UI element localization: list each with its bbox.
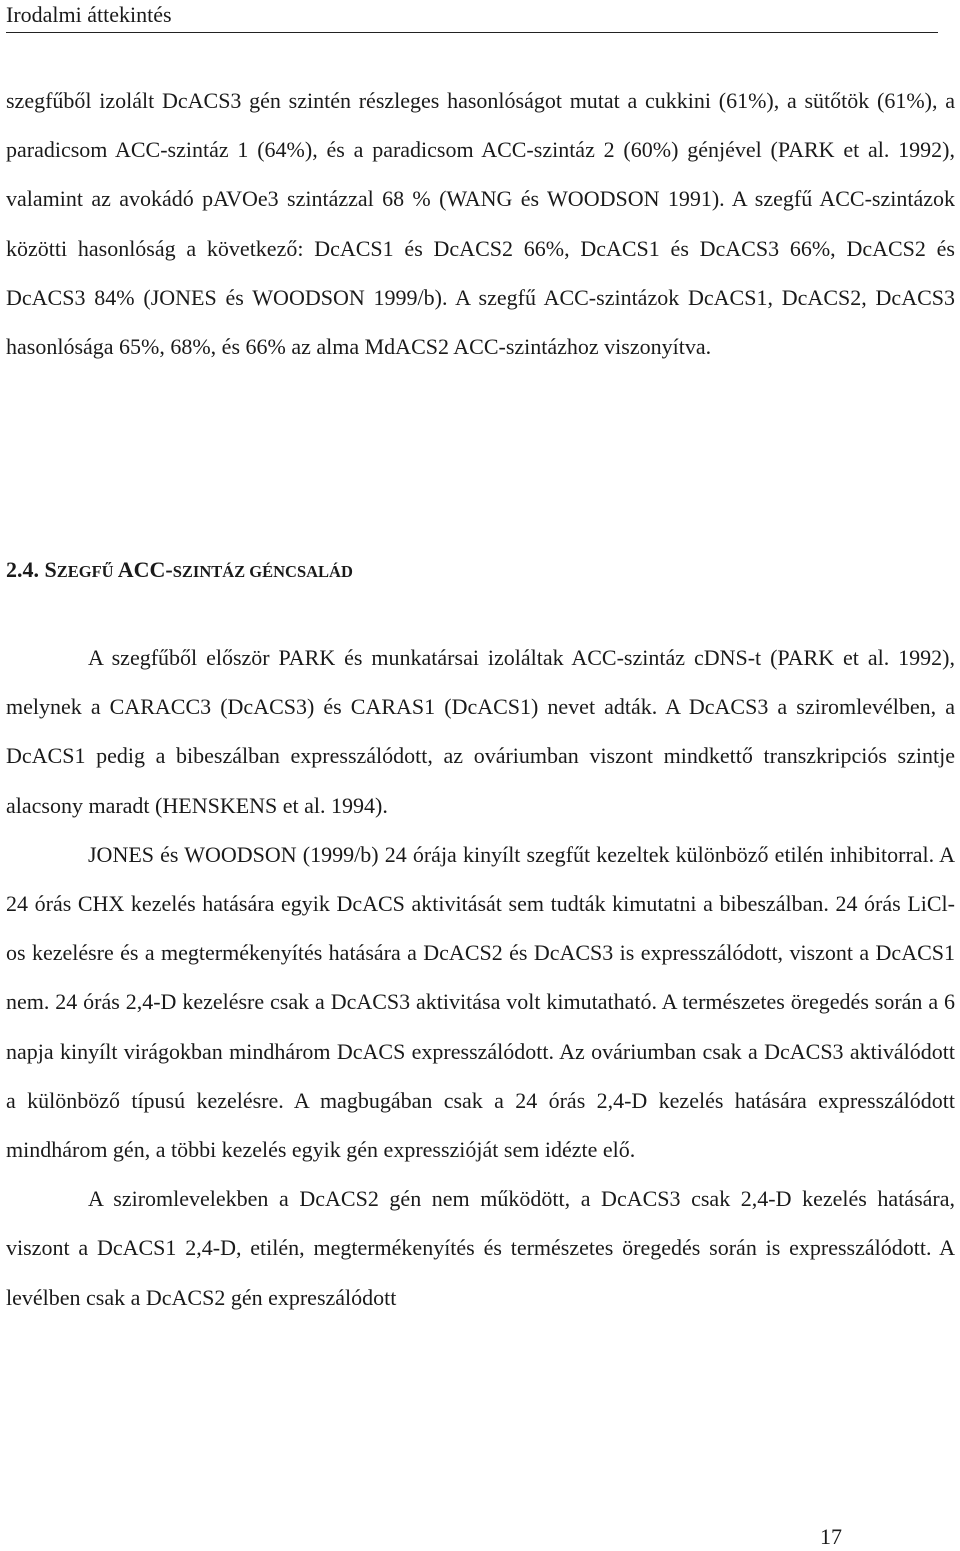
paragraph: A sziromlevelekben a DcACS2 gén nem működött, a DcACS3 csak 2,4-D kezelés hatására, viszont a DcACS1 2,4-D, etilén, megtermékenyítés és természetes öregedés során is expresszálódott. A levélben csak a DcACS2 gén expreszálódott [6,1186,955,1310]
paragraph: A szegfűből először PARK és munkatársai izoláltak ACC-szintáz cDNS-t (PARK et al. 1992), melynek a CARACC3 (DcACS3) és CARAS1 (DcACS1) nevet adták. A DcACS3 a sziromlevélben, a DcACS1 pedig a bibeszálban expresszálódott, az ováriumban viszont mindkettő transzkripciós szintje alacsony maradt (HENSKENS et al. 1994). [6,645,955,818]
section-body [6,633,955,1322]
paragraph: JONES és WOODSON (1999/b) 24 órája kinyílt szegfűt kezeltek különböző etilén inhibitorral. A 24 órás CHX kezelés hatására egyik DcACS aktivitását sem tudták kimutatni a bibeszálban. 24 órás LiCl-os kezelésre és a megtermékenyítés hatására a DcACS2 és DcACS3 is expresszálódott, viszont a DcACS1 nem. 24 órás 2,4-D kezelésre csak a DcACS3 aktivitása volt kimutatható. A természetes öregedés során a 6 napja kinyílt virágokban mindhárom DcACS expresszálódott. Az ováriumban csak a DcACS3 aktiválódott a különböző típusú kezelésre. A magbugában csak a 24 órás 2,4-D kezelés hatására expresszálódott mindhárom gén, a többi kezelés egyik gén expresszióját sem idézte elő. [6,841,955,1163]
page-number: 17 [820,1524,842,1549]
section-heading [6,556,353,586]
section-title-smallcaps: ZEGFŰ [56,562,118,581]
running-header [6,0,938,33]
section-title-smallcaps: SZINTÁZ GÉNCSALÁD [172,562,353,581]
section-title-cap: ACC- [117,557,173,582]
section-number: 2.4. [6,557,39,582]
header-title: Irodalmi áttekintés [6,2,172,27]
paragraph: szegfűből izolált DcACS3 gén szintén részleges hasonlóságot mutat a cukkini (61%), a sütőtök (61%), a paradicsom ACC-szintáz 1 (64%), és a paradicsom ACC-szintáz 2 (60%) génjével (PARK et al. 1992), valamint az avokádó pAVOe3 szintázzal 68 % (WANG és WOODSON 1991). A szegfű ACC-szintázok közötti hasonlóság a következő: DcACS1 és DcACS2 66%, DcACS1 és DcACS3 66%, DcACS2 és DcACS3 84% (JONES és WOODSON 1999/b). A szegfű ACC-szintázok DcACS1, DcACS2, DcACS3 hasonlósága 65%, 68%, és 66% az alma MdACS2 ACC-szintázhoz viszonyítva. [6,88,955,360]
intro-text-block [6,76,955,371]
section-title-cap: S [44,557,57,582]
